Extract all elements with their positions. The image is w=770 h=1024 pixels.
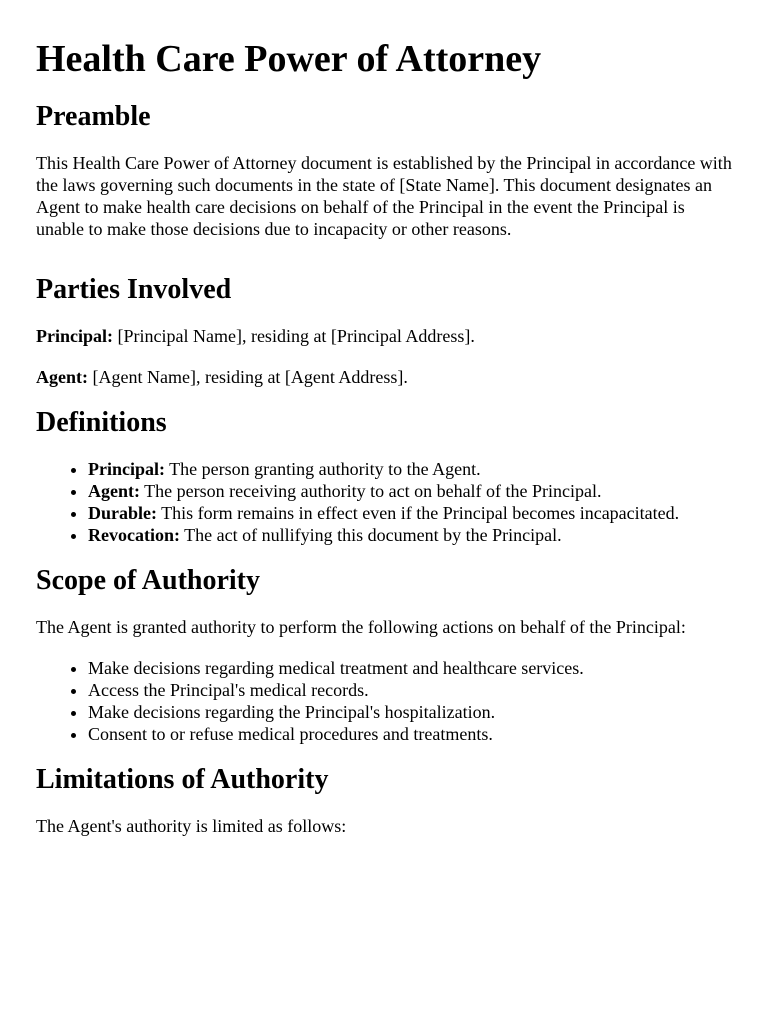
agent-party [36,366,734,388]
definition-item-durable [88,502,734,524]
definition-term: Revocation: [88,525,180,545]
preamble-text: This Health Care Power of Attorney document is established by the Principal in accordance with the laws governing such documents in the state of [State Name]. This document designates an Agent to make health care decisions on behalf of the Principal in the event the Principal is unable to make those decisions due to incapacity or other reasons. [36,153,732,239]
principal-party [36,325,734,347]
definitions-heading: Definitions [36,407,167,438]
scope-heading: Scope of Authority [36,565,260,596]
definition-term: Agent: [88,481,140,501]
definitions-list [36,458,734,546]
definition-item-principal [88,458,734,480]
definition-item-agent [88,480,734,502]
scope-item: • Make decisions regarding the Principal's hospitalization. [88,701,734,723]
definition-term: Durable: [88,503,157,523]
principal-details: [Principal Name], residing at [Principal Address]. [113,326,475,346]
agent-label: Agent: [36,367,88,387]
definition-text: The person receiving authority to act on behalf of the Principal. [140,481,602,501]
document-title: Health Care Power of Attorney [36,38,542,80]
definition-text: This form remains in effect even if the Principal becomes incapacitated. [157,503,680,523]
scope-item: • Make decisions regarding medical treatment and healthcare services. [88,657,734,679]
preamble-heading: Preamble [36,101,151,132]
definition-item-revocation [88,524,734,546]
scope-list [36,657,734,745]
definition-text: The act of nullifying this document by the Principal. [179,525,562,545]
definition-text: The person granting authority to the Agent. [165,459,481,479]
definition-term: Principal: [88,459,165,479]
principal-label: Principal: [36,326,113,346]
scope-item: • Consent to or refuse medical procedures and treatments. [88,723,734,745]
scope-item: • Access the Principal's medical records. [88,679,734,701]
agent-details: [Agent Name], residing at [Agent Address]. [88,367,408,387]
parties-heading: Parties Involved [36,274,232,305]
scope-intro: The Agent is granted authority to perform the following actions on behalf of the Principal: [36,617,686,637]
limitations-heading: Limitations of Authority [36,764,329,795]
limitations-intro: The Agent's authority is limited as follows: [36,816,347,836]
